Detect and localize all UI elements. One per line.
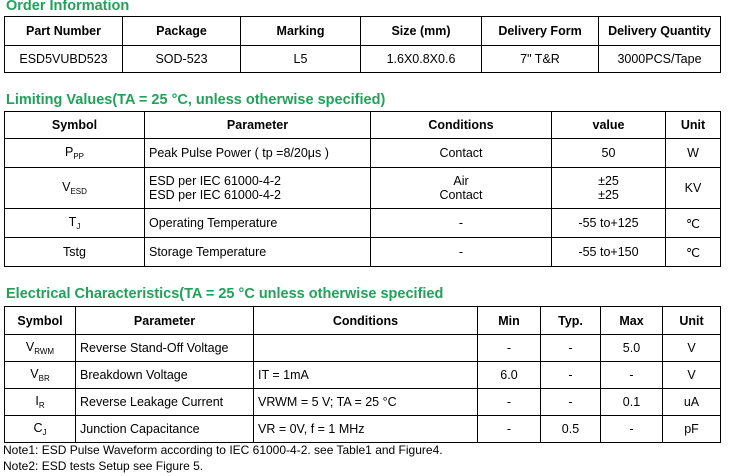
conditions-cell: IT = 1mA: [254, 362, 478, 389]
max-cell: -: [601, 362, 663, 389]
symbol-cell: $P_{PP}$: [5, 139, 145, 168]
col-parameter: Parameter: [76, 307, 254, 335]
symbol-cell: $C_J$: [5, 416, 76, 443]
col-conditions: Conditions: [254, 307, 478, 335]
cell-delivery-quantity: 3000PCS/Tape: [599, 46, 721, 73]
conditions-cell: VRWM = 5 V; TA = 25 °C: [254, 389, 478, 416]
unit-cell: W: [666, 139, 721, 168]
value-line: ±25: [598, 188, 619, 202]
col-value: value: [552, 112, 666, 139]
conditions-cell: Contact: [371, 139, 552, 168]
parameter-cell: Reverse Stand-Off Voltage: [76, 335, 254, 362]
parameter-cell: Junction Capacitance: [76, 416, 254, 443]
electrical-table: [4, 306, 721, 443]
col-typ: Typ.: [541, 307, 601, 335]
unit-cell: V: [663, 335, 721, 362]
parameter-cell: [145, 168, 371, 209]
parameter-cell: Storage Temperature: [145, 238, 371, 267]
min-cell: -: [478, 335, 541, 362]
value-cell: -55 to+125: [552, 209, 666, 238]
parameter-cell: Operating Temperature: [145, 209, 371, 238]
order-heading: Order Information: [6, 0, 130, 14]
electrical-row: [5, 416, 721, 443]
order-row: [5, 46, 721, 73]
symbol-cell: $V_{ESD}$: [5, 168, 145, 209]
min-cell: -: [478, 389, 541, 416]
conditions-cell: VR = 0V, f = 1 MHz: [254, 416, 478, 443]
col-conditions: Conditions: [371, 112, 552, 139]
typ-cell: 0.5: [541, 416, 601, 443]
col-symbol: Symbol: [5, 112, 145, 139]
order-table: [4, 16, 721, 73]
min-cell: -: [478, 416, 541, 443]
col-unit: Unit: [666, 112, 721, 139]
note-1: Note1: ESD Pulse Waveform according to IEC 61000-4-2. see Table1 and Figure4.: [3, 443, 443, 457]
typ-cell: -: [541, 335, 601, 362]
col-package: Package: [123, 17, 241, 46]
parameter-line: ESD per IEC 61000-4-2: [149, 188, 282, 202]
min-cell: 6.0: [478, 362, 541, 389]
conditions-cell: -: [371, 238, 552, 267]
parameter-cell: Breakdown Voltage: [76, 362, 254, 389]
cell-marking: L5: [241, 46, 361, 73]
note-2: Note2: ESD tests Setup see Figure 5.: [3, 459, 204, 473]
unit-cell: pF: [663, 416, 721, 443]
conditions-cell: [254, 335, 478, 362]
conditions-cell: [371, 168, 552, 209]
symbol-cell: Tstg: [5, 238, 145, 267]
cell-part-number: ESD5VUBD523: [5, 46, 123, 73]
electrical-row: [5, 389, 721, 416]
symbol-cell: $I_R$: [5, 389, 76, 416]
limiting-heading: Limiting Values(TA = 25 °C, unless otherwise specified): [6, 92, 386, 108]
symbol-cell: $V_{RWM}$: [5, 335, 76, 362]
limiting-row: [5, 139, 721, 168]
typ-cell: -: [541, 389, 601, 416]
value-cell: -55 to+150: [552, 238, 666, 267]
symbol-cell: $T_J$: [5, 209, 145, 238]
col-unit: Unit: [663, 307, 721, 335]
limiting-row: [5, 168, 721, 209]
conditions-line: Air: [453, 174, 469, 188]
col-min: Min: [478, 307, 541, 335]
limiting-table: [4, 111, 721, 267]
cell-delivery-form: 7" T&R: [482, 46, 599, 73]
electrical-row: [5, 362, 721, 389]
unit-cell: ℃: [666, 209, 721, 238]
electrical-heading: Electrical Characteristics(TA = 25 °C unless otherwise specified: [6, 286, 444, 302]
order-header-row: [5, 17, 721, 46]
parameter-line: ESD per IEC 61000-4-2: [149, 174, 282, 188]
value-cell: 50: [552, 139, 666, 168]
unit-cell: V: [663, 362, 721, 389]
col-marking: Marking: [241, 17, 361, 46]
electrical-row: [5, 335, 721, 362]
col-part-number: Part Number: [5, 17, 123, 46]
col-delivery-quantity: Delivery Quantity: [599, 17, 721, 46]
value-cell: [552, 168, 666, 209]
unit-cell: uA: [663, 389, 721, 416]
unit-cell: ℃: [666, 238, 721, 267]
col-max: Max: [601, 307, 663, 335]
conditions-cell: -: [371, 209, 552, 238]
cell-size: 1.6X0.8X0.6: [361, 46, 482, 73]
col-symbol: Symbol: [5, 307, 76, 335]
limiting-header-row: [5, 112, 721, 139]
col-size: Size (mm): [361, 17, 482, 46]
max-cell: 5.0: [601, 335, 663, 362]
symbol-cell: $V_{BR}$: [5, 362, 76, 389]
col-parameter: Parameter: [145, 112, 371, 139]
parameter-cell: Reverse Leakage Current: [76, 389, 254, 416]
parameter-cell: Peak Pulse Power ( tp =8/20μs ): [145, 139, 371, 168]
max-cell: -: [601, 416, 663, 443]
cell-package: SOD-523: [123, 46, 241, 73]
col-delivery-form: Delivery Form: [482, 17, 599, 46]
value-line: ±25: [598, 174, 619, 188]
max-cell: 0.1: [601, 389, 663, 416]
unit-cell: KV: [666, 168, 721, 209]
conditions-line: Contact: [439, 188, 483, 202]
electrical-header-row: [5, 307, 721, 335]
typ-cell: -: [541, 362, 601, 389]
limiting-row: [5, 238, 721, 267]
limiting-row: [5, 209, 721, 238]
